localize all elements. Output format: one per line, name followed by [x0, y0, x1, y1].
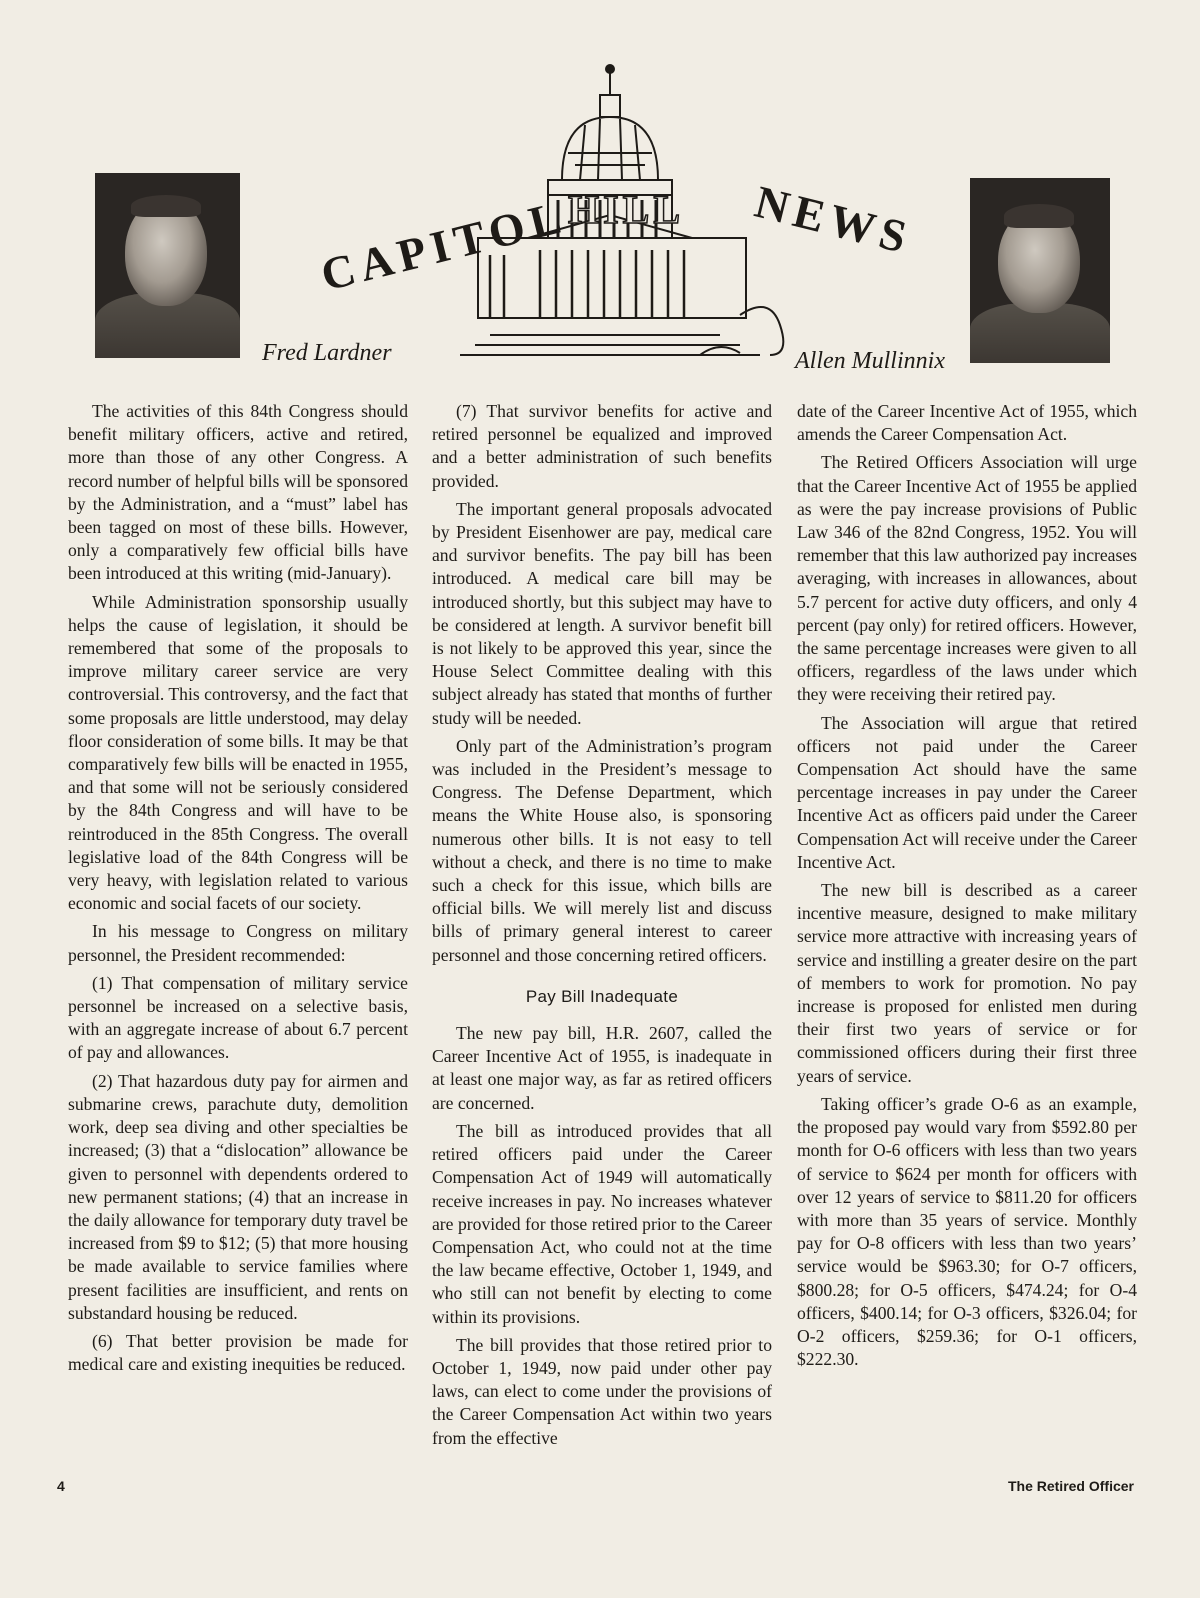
- col3-paragraph: The Retired Officers Association will urge that the Career Incentive Act of 1955 be applied as were the pay increase provisions of Public Law 346 of the 82nd Congress, 1952. You will remember that this law authorized pay increases averaging, with increases in allowances, about 5.7 percent for active duty officers, and only 4 percent (pay only) for retired officers. However, the same percentage increases were given to all officers, regardless of the laws under which they were receiving their retired pay.: [797, 452, 1137, 705]
- col1-paragraph: (1) That compensation of military service personnel be increased on a selective basis, with an aggregate increase of about 6.7 percent of pay and allowances.: [68, 972, 408, 1063]
- publication-name: The Retired Officer: [1007, 1478, 1134, 1494]
- article-column-1: [68, 400, 408, 1381]
- col3-paragraph: The Association will argue that retired officers not paid under the Career Compensation Act should have the same percentage increases in pay under the Career Incentive Act as officers paid under the Career Compensation Act will receive under the Career Incentive Act.: [797, 712, 1137, 872]
- col2-paragraph: (7) That survivor benefits for active and retired personnel be equalized and improved and a better administration of such benefits provided.: [432, 401, 772, 491]
- col2-paragraph: Only part of the Administration’s program was included in the President’s message to Congress. The Defense Department, which means the White House also, is sponsoring numerous other bills. It is not easy to tell without a check, and there is no time to make such a check for this issue, which bills are official bills. We will merely list and discuss bills of primary general interest to career personnel and those concerning retired officers.: [432, 735, 772, 965]
- masthead-title-left: CAPITOL: [315, 190, 572, 301]
- author-caption-left: Fred Lardner: [262, 340, 392, 366]
- col2-paragraph: The important general proposals advocated by President Eisenhower are pay, medical care and survivor benefits. The pay bill has been introduced. A medical care bill may be introduced shortly, but this subject may have to be considered at length. A survivor benefit bill is not likely to be approved this year, since the House Select Committee dealing with this subject already has stated that months of further study will be needed.: [432, 498, 772, 728]
- masthead-title-right: NEWS: [750, 175, 918, 264]
- col2-paragraph: The bill as introduced provides that all retired officers paid under the Career Compensation Act of 1949 will automatically receive increases in pay. No increases whatever are provided for those retired prior to the Career Compensation Act, who could not at the time the law became effective, October 1, 1949, and who still can not benefit by electing to come within its provisions.: [432, 1120, 772, 1327]
- author-caption-right: Allen Mullinnix: [795, 348, 945, 374]
- masthead-title-mid: HILL: [568, 187, 685, 232]
- col1-paragraph: In his message to Congress on military personnel, the President recommended:: [68, 921, 408, 965]
- author-photo-right: [970, 178, 1110, 363]
- col1-paragraph: The activities of this 84th Congress should benefit military officers, active and retired, more than those of any other Congress. A record number of helpful bills will be sponsored by the Administration, and a “must” label has been tagged on most of these bills. However, only a comparatively few official bills have been introduced at this writing (mid-January).: [68, 401, 408, 584]
- col2-paragraph: The new pay bill, H.R. 2607, called the Career Incentive Act of 1955, is inadequate in at least one major way, as far as retired officers are concerned.: [432, 1023, 772, 1113]
- col1-paragraph: (6) That better provision be made for medical care and existing inequities be reduced.: [68, 1330, 408, 1375]
- masthead-capitol-hill-news: [300, 55, 940, 375]
- col3-paragraph: The new bill is described as a career incentive measure, designed to make military service more attractive with increasing years of service and instilling a greater desire on the part of members to work for promotion. No pay increase is proposed for enlisted men during their first two years of service or for commissioned officers during their first three years of service.: [797, 880, 1137, 1086]
- article-column-2: [432, 400, 772, 1455]
- col1-paragraph: (2) That hazardous duty pay for airmen and submarine crews, parachute duty, demolition work, deep sea diving and other specialties be increased; (3) that a “dislocation” allowance be given to personnel with dependents ordered to new permanent stations; (4) that an increase in the daily allowance for temporary duty travel be increased from $9 to $12; (5) that more housing be made available to service families where present facilities are insufficient, and rents on substandard housing be reduced.: [68, 1070, 408, 1323]
- section-heading-pay-bill: Pay Bill Inadequate: [525, 986, 679, 1006]
- col1-paragraph: While Administration sponsorship usually helps the cause of legislation, it should be remembered that some of the proposals to improve military career service are very controversial. This controversy, and the fact that some proposals are little understood, may delay floor consideration of some bills. It may be that comparatively few bills will be enacted in 1955, and that some will not be seriously considered by the 84th Congress and will have to be reintroduced in the 85th Congress. The overall legislative load of the 84th Congress will be very heavy, with legislation related to various economic and social facets of our society.: [68, 591, 408, 914]
- col3-paragraph: date of the Career Incentive Act of 1955, which amends the Career Compensation Act.: [797, 401, 1137, 445]
- col2-paragraph: The bill provides that those retired prior to October 1, 1949, now paid under other pay laws, can elect to come under the provisions of the Career Compensation Act within two years from the effective: [432, 1334, 772, 1448]
- col3-paragraph: Taking officer’s grade O-6 as an example, the proposed pay would vary from $592.80 per month for O-6 officers with less than two years of service to $624 per month for officers with over 12 years of service to $811.20 for officers with more than 35 years of service. Monthly pay for O-8 officers with less than two years’ service would be $963.30; for O-7 officers, $800.28; for O-5 officers, $474.24; for O-4 officers, $400.14; for O-3 officers, $326.04; for O-2 officers, $259.36; for O-1 officers, $222.30.: [797, 1093, 1137, 1370]
- article-column-3: [797, 400, 1137, 1376]
- author-photo-left: [95, 173, 240, 358]
- page-number: 4: [57, 1478, 65, 1494]
